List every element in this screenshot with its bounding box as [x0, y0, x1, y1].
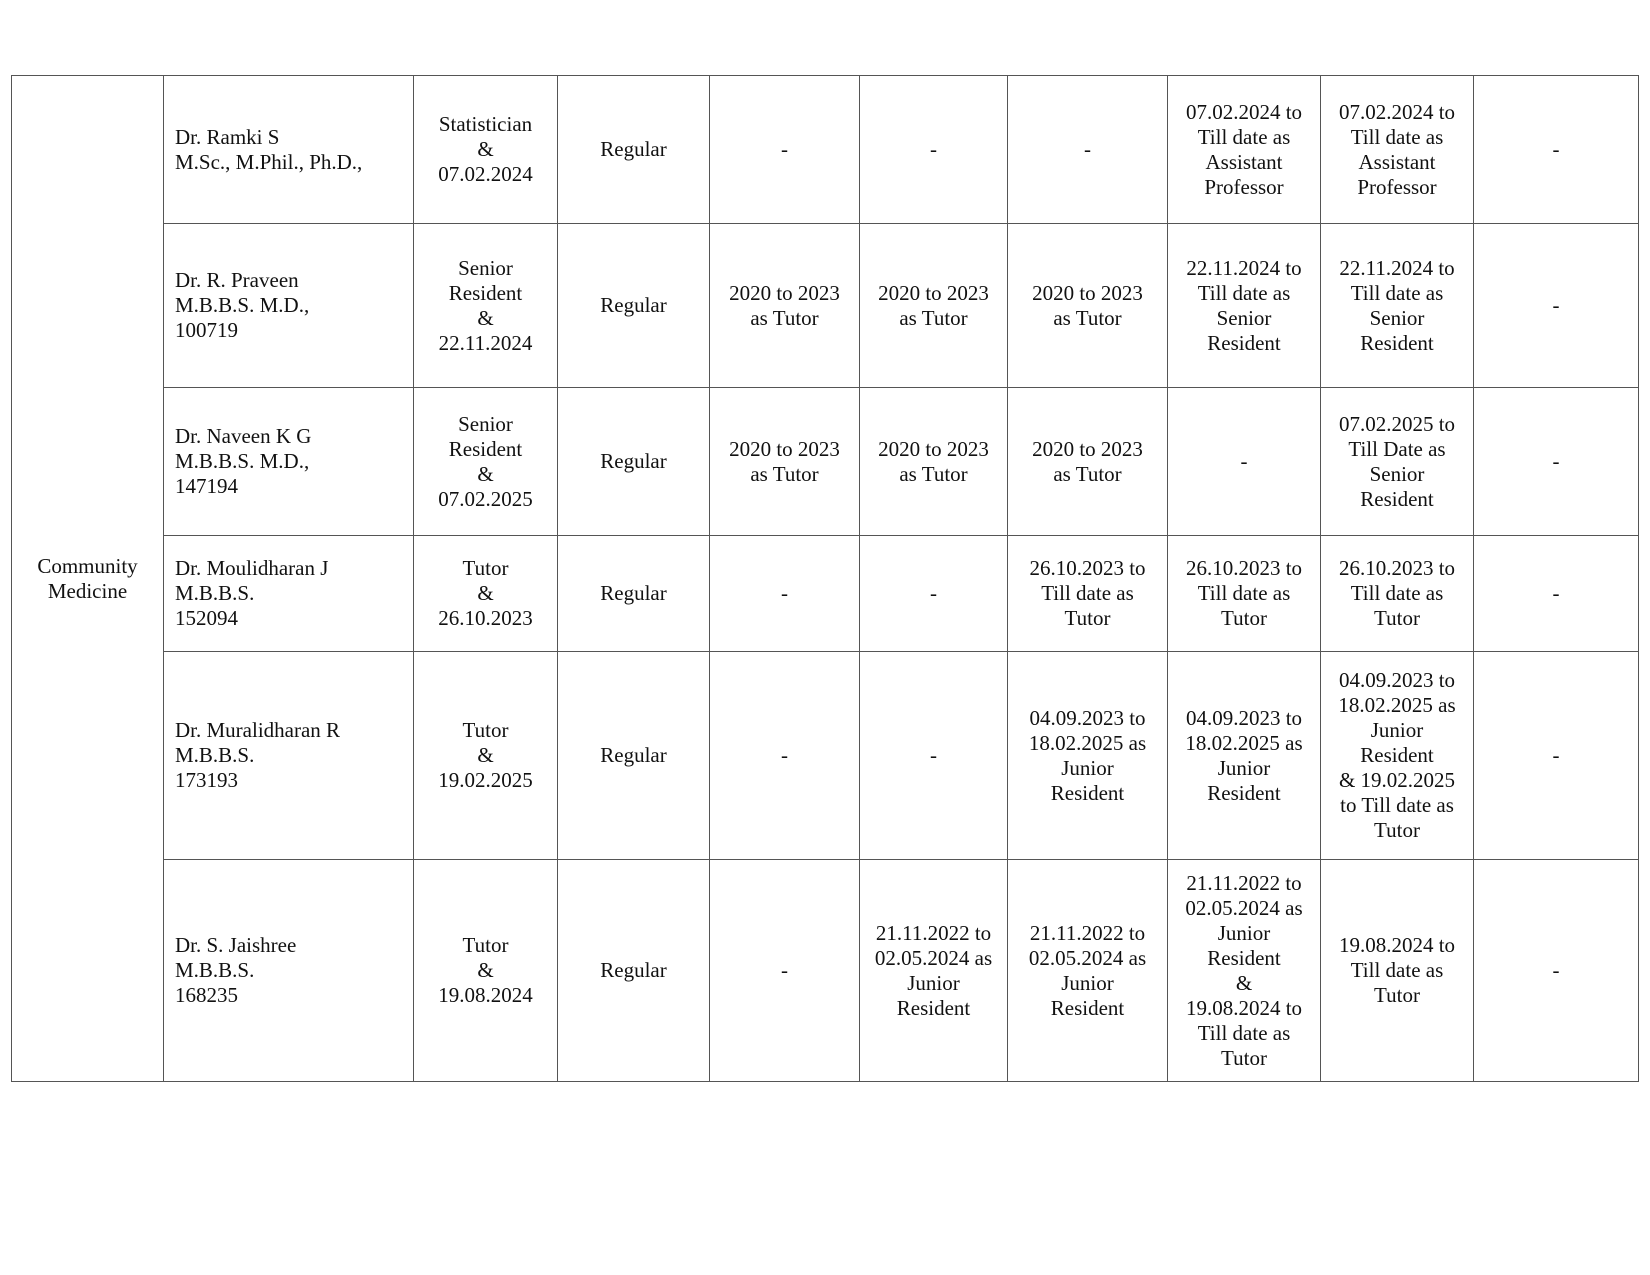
experience-cell: 26.10.2023 to Till date as Tutor — [1168, 536, 1321, 652]
experience-cell: - — [1474, 76, 1639, 224]
experience-cell: - — [860, 652, 1008, 860]
table-row — [12, 224, 1639, 388]
experience-cell: 26.10.2023 to Till date as Tutor — [1321, 536, 1474, 652]
experience-cell: - — [1474, 652, 1639, 860]
name-cell: Dr. Muralidharan R M.B.B.S. 173193 — [164, 652, 414, 860]
table-row — [12, 860, 1639, 1082]
experience-cell: 22.11.2024 to Till date as Senior Resident — [1321, 224, 1474, 388]
experience-cell: 21.11.2022 to 02.05.2024 as Junior Resident — [1008, 860, 1168, 1082]
experience-cell: 2020 to 2023 as Tutor — [860, 388, 1008, 536]
experience-cell: 21.11.2022 to 02.05.2024 as Junior Resident — [860, 860, 1008, 1082]
experience-cell: 04.09.2023 to 18.02.2025 as Junior Resident & 19.02.2025 to Till date as Tutor — [1321, 652, 1474, 860]
experience-cell: 2020 to 2023 as Tutor — [710, 388, 860, 536]
experience-cell: 07.02.2024 to Till date as Assistant Professor — [1168, 76, 1321, 224]
table-row — [12, 536, 1639, 652]
experience-cell: 04.09.2023 to 18.02.2025 as Junior Resident — [1168, 652, 1321, 860]
nature-cell: Regular — [558, 224, 710, 388]
nature-cell: Regular — [558, 652, 710, 860]
experience-cell: 21.11.2022 to 02.05.2024 as Junior Resident & 19.08.2024 to Till date as Tutor — [1168, 860, 1321, 1082]
name-cell: Dr. Naveen K G M.B.B.S. M.D., 147194 — [164, 388, 414, 536]
name-cell: Dr. R. Praveen M.B.B.S. M.D., 100719 — [164, 224, 414, 388]
experience-cell: 2020 to 2023 as Tutor — [1008, 388, 1168, 536]
experience-cell: 04.09.2023 to 18.02.2025 as Junior Resident — [1008, 652, 1168, 860]
experience-cell: - — [860, 76, 1008, 224]
experience-cell: - — [1168, 388, 1321, 536]
experience-cell: - — [1008, 76, 1168, 224]
experience-cell: 07.02.2024 to Till date as Assistant Professor — [1321, 76, 1474, 224]
table-row — [12, 652, 1639, 860]
name-cell: Dr. Moulidharan J M.B.B.S. 152094 — [164, 536, 414, 652]
nature-cell: Regular — [558, 860, 710, 1082]
designation-cell: Senior Resident & 07.02.2025 — [414, 388, 558, 536]
designation-cell: Tutor & 19.08.2024 — [414, 860, 558, 1082]
experience-cell: - — [860, 536, 1008, 652]
table-row — [12, 76, 1639, 224]
experience-cell: 26.10.2023 to Till date as Tutor — [1008, 536, 1168, 652]
experience-cell: 2020 to 2023 as Tutor — [860, 224, 1008, 388]
experience-cell: 07.02.2025 to Till Date as Senior Resident — [1321, 388, 1474, 536]
nature-cell: Regular — [558, 536, 710, 652]
nature-cell: Regular — [558, 76, 710, 224]
designation-cell: Tutor & 26.10.2023 — [414, 536, 558, 652]
designation-cell: Statistician & 07.02.2024 — [414, 76, 558, 224]
designation-cell: Senior Resident & 22.11.2024 — [414, 224, 558, 388]
table-row — [12, 388, 1639, 536]
nature-cell: Regular — [558, 388, 710, 536]
experience-cell: - — [710, 76, 860, 224]
experience-cell: - — [1474, 388, 1639, 536]
experience-cell: 19.08.2024 to Till date as Tutor — [1321, 860, 1474, 1082]
experience-cell: - — [1474, 860, 1639, 1082]
faculty-table — [11, 75, 1639, 1082]
experience-cell: 2020 to 2023 as Tutor — [710, 224, 860, 388]
experience-cell: - — [710, 860, 860, 1082]
experience-cell: - — [710, 536, 860, 652]
designation-cell: Tutor & 19.02.2025 — [414, 652, 558, 860]
name-cell: Dr. Ramki S M.Sc., M.Phil., Ph.D., — [164, 76, 414, 224]
department-cell: Community Medicine — [12, 76, 164, 1082]
experience-cell: - — [1474, 224, 1639, 388]
experience-cell: - — [1474, 536, 1639, 652]
experience-cell: 22.11.2024 to Till date as Senior Resident — [1168, 224, 1321, 388]
name-cell: Dr. S. Jaishree M.B.B.S. 168235 — [164, 860, 414, 1082]
experience-cell: 2020 to 2023 as Tutor — [1008, 224, 1168, 388]
experience-cell: - — [710, 652, 860, 860]
